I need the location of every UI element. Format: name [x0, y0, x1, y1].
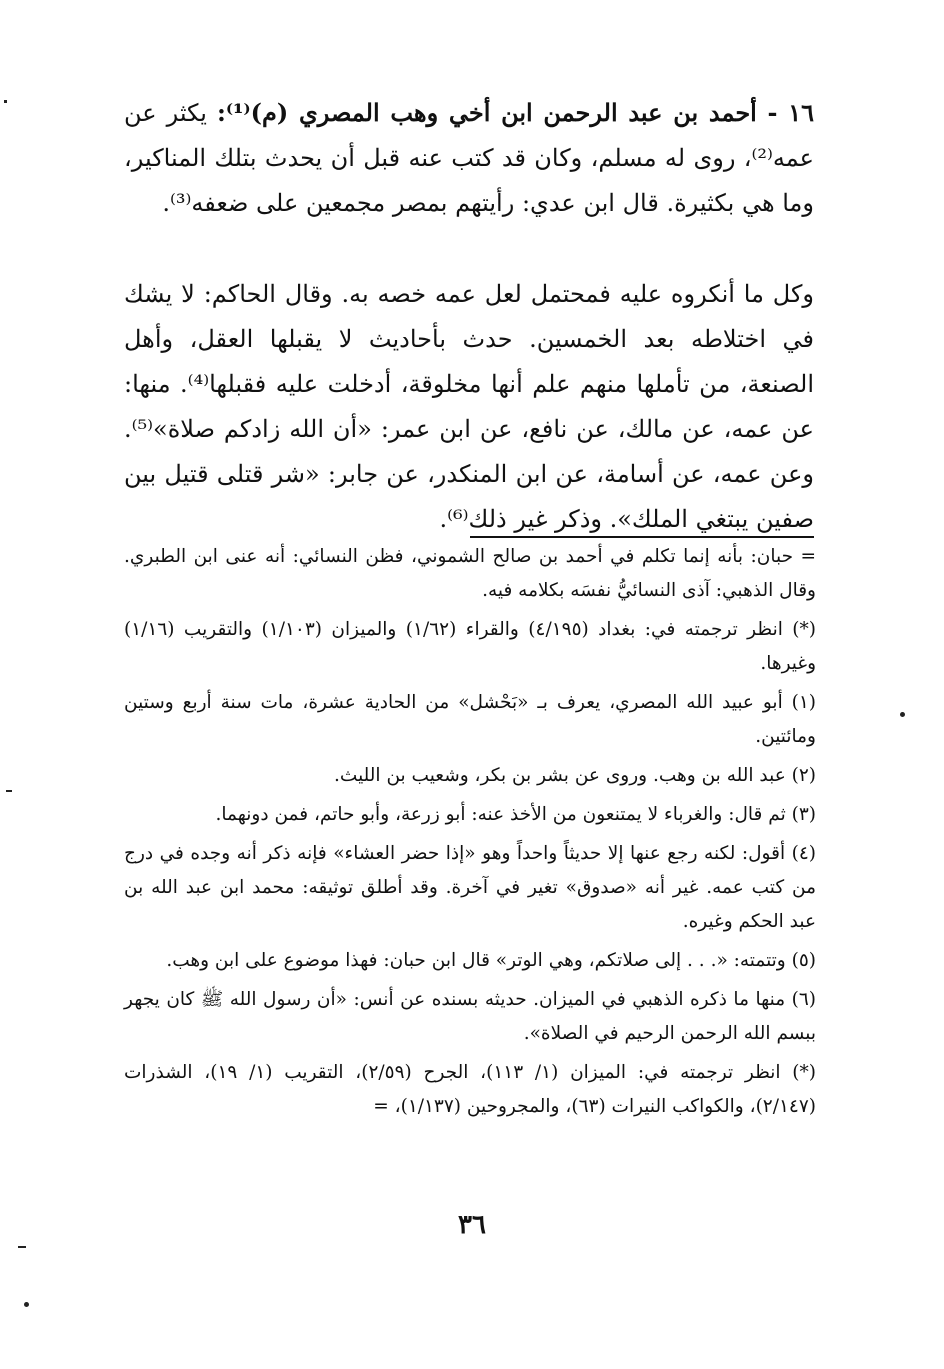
footnotes-section	[124, 540, 816, 1129]
footnote-6: (٦) منها ما ذكره الذهبي في الميزان. حديثه بسنده عن أنس: «أن رسول الله ﷺ كان يجهر ببسم الله الرحمن الرحيم في الصلاة».	[124, 989, 816, 1044]
footnote-star-previous: (*) انظر ترجمته في: بغداد (٤/١٩٥) والقراء (١/٦٢) والميزان (١/١٠٣) والتقريب (١/١٦) وغيرها.	[124, 619, 816, 674]
scan-speck	[6, 790, 12, 792]
scan-speck	[18, 1246, 26, 1248]
scan-speck	[24, 1302, 29, 1307]
footnote-5: (٥) وتتمته: «. . . إلى صلاتكم، وهي الوتر» قال ابن حبان: فهذا موضوع على ابن وهب.	[166, 950, 816, 971]
entry-body-text: يكثر عن عمه⁽²⁾، روى له مسلم، وكان قد كتب عنه قبل أن يحدث بتلك المناكير، وما هي بكثيرة. قال ابن عدي: رأيتهم بمصر مجمعين على ضعفه⁽³⁾.	[124, 99, 814, 217]
entry-heading: ١٦ - أحمد بن عبد الرحمن ابن أخي وهب المصري (م)⁽¹⁾:	[216, 98, 814, 127]
footnote-1: (١) أبو عبيد الله المصري، يعرف بـ «بَحْشل» من الحادية عشرة، مات سنة أربع وستين ومائتين.	[124, 692, 816, 747]
paragraph-two: وكل ما أنكروه عليه فمحتمل لعل عمه خصه به. وقال الحاكم: لا يشك في اختلاطه بعد الخمسين. حدث بأحاديث لا يقبلها العقل، وأهل الصنعة، من تأملها منهم علم أنها مخلوقة، أدخلت عليه فقبلها⁽⁴⁾. منها: عن عمه، عن مالك، عن نافع، عن ابن عمر: «أن الله زادكم صلاة»⁽⁵⁾. وعن عمه، عن أسامة، عن ابن المنكدر، عن جابر: «شر قتلى قتيل بين صفين يبتغي الملك». وذكر غير ذلك⁽⁶⁾.	[124, 280, 814, 533]
scan-speck	[4, 100, 7, 103]
footnote-2: (٢) عبد الله بن وهب. وروى عن بشر بن بكر، وشعيب بن الليث.	[334, 765, 816, 786]
footnote-separator	[470, 536, 814, 538]
page-number: ٣٦	[458, 1210, 486, 1240]
footnote-4: (٤) أقول: لكنه رجع عنها إلا حديثاً واحداً وهو «إذا حضر العشاء» فإنه ذكر أنه وجده في درج من كتب عمه. غير أنه «صدوق» تغير في آخرة. وقد أطلق توثيقه: محمد ابن عبد الله بن عبد الحكم وغيره.	[124, 843, 816, 932]
entry-16-paragraph	[124, 90, 814, 226]
footnote-continuation: = حبان: بأنه إنما تكلم في أحمد بن صالح الشموني، فظن النسائي: أنه عنى ابن الطبري. وقال الذهبي: آذى النسائيُّ نفسَه بكلامه فيه.	[124, 546, 816, 601]
entry-16-continuation	[124, 272, 814, 542]
footnote-3: (٣) ثم قال: والغرباء لا يمتنعون من الأخذ عنه: أبو زرعة، وأبو حاتم، فمن دونهما.	[215, 804, 816, 825]
footnote-star-next: (*) انظر ترجمته في: الميزان (١/ ١١٣)، الجرح (٢/٥٩)، التقريب (١/ ١٩)، الشذرات (٢/١٤٧)، والكواكب النيرات (٦٣)، والمجروحين (١/١٣٧)، =	[124, 1062, 816, 1117]
scan-speck	[900, 712, 905, 717]
